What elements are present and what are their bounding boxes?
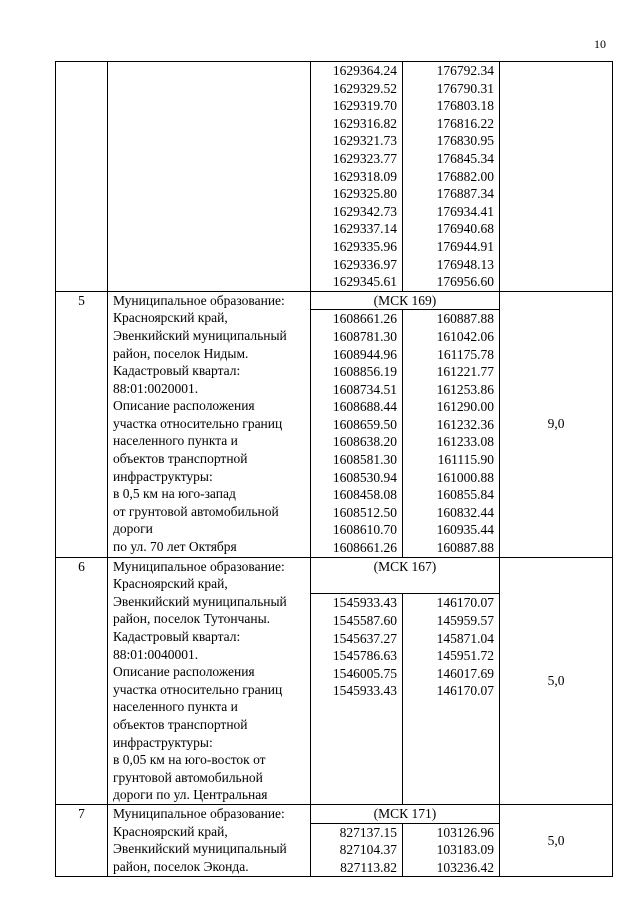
- coordinate-x: 1545933.43: [332, 683, 397, 699]
- description-line: объектов транспортной: [113, 716, 248, 732]
- coordinate-x: 1545637.27: [332, 630, 397, 646]
- row-number-cell: 7: [56, 804, 108, 876]
- description-line: Описание расположения: [113, 398, 255, 414]
- description-line: дороги: [113, 521, 153, 537]
- coordinate-y: 103236.42: [436, 859, 494, 875]
- description-line: Эвенкийский муниципальный: [113, 593, 287, 609]
- coordinate-x: 827113.82: [340, 859, 397, 875]
- row-number-cell: [56, 62, 108, 292]
- coordinate-y: 161000.88: [436, 469, 494, 485]
- coordinate-system-cell: (МСК 167): [311, 557, 500, 594]
- table-row: [56, 291, 613, 310]
- x-coords-cell: [311, 823, 403, 877]
- coordinate-x: 1629342.73: [332, 203, 397, 219]
- coordinate-x: 1629325.80: [332, 186, 397, 202]
- coordinate-y: 145871.04: [436, 630, 494, 646]
- coordinate-x: 1608661.26: [332, 311, 397, 327]
- coordinate-x: 1608661.26: [332, 540, 397, 556]
- description-line: участка относительно границ: [113, 415, 283, 431]
- x-coords-cell: [311, 594, 403, 805]
- area-cell: 9,0: [500, 291, 613, 557]
- coordinate-x: 1545786.63: [332, 648, 397, 664]
- coordinate-x: 1629335.96: [332, 238, 397, 254]
- coordinate-y: 160935.44: [436, 522, 494, 538]
- y-coords-cell: [403, 62, 500, 292]
- coordinate-y: 161042.06: [436, 328, 494, 344]
- coordinate-y: 161232.36: [436, 416, 494, 432]
- coordinate-y: 146170.07: [436, 595, 494, 611]
- description-line: грунтовой автомобильной: [113, 769, 263, 785]
- table-row-continuation: [56, 62, 613, 292]
- description-line: Эвенкийский муниципальный: [113, 327, 287, 343]
- coordinate-x: 1629337.14: [332, 221, 397, 237]
- coordinate-x: 1608638.20: [332, 434, 397, 450]
- coordinate-y: 161175.78: [437, 346, 494, 362]
- coordinate-x: 1608781.30: [332, 328, 397, 344]
- coordinate-y: 161115.90: [437, 452, 494, 468]
- description-line: Кадастровый квартал:: [113, 363, 241, 379]
- coordinate-y: 176934.41: [436, 203, 494, 219]
- coordinate-y: 176803.18: [436, 98, 494, 114]
- coordinate-y: 145959.57: [436, 612, 494, 628]
- description-line: Муниципальное образование:: [113, 292, 285, 308]
- coordinate-y: 146170.07: [436, 683, 494, 699]
- description-line: населенного пункта и: [113, 433, 238, 449]
- description-line: инфраструктуры:: [113, 468, 213, 484]
- coordinate-x: 1629329.52: [332, 80, 397, 96]
- description-line: Красноярский край,: [113, 823, 228, 839]
- coordinate-y: 176845.34: [436, 150, 494, 166]
- x-coords-cell: [311, 62, 403, 292]
- coordinate-x: 1629316.82: [332, 115, 397, 131]
- coordinate-x: 1608530.94: [332, 469, 397, 485]
- coordinate-x: 1629318.09: [332, 168, 397, 184]
- description-line: район, поселок Тутончаны.: [113, 611, 271, 627]
- coordinate-y: 160855.84: [436, 487, 494, 503]
- area-cell: 5,0: [500, 804, 613, 876]
- description-line: район, поселок Эконда.: [113, 858, 249, 874]
- description-cell: [108, 62, 311, 292]
- coordinate-x: 1629336.97: [332, 256, 397, 272]
- description-line: Эвенкийский муниципальный: [113, 841, 287, 857]
- coordinate-x: 1545587.60: [332, 612, 397, 628]
- coordinate-y: 145951.72: [436, 648, 494, 664]
- description-line: 88:01:0040001.: [113, 646, 199, 662]
- coordinate-y: 176830.95: [436, 133, 494, 149]
- coordinate-y: 176790.31: [436, 80, 494, 96]
- coordinate-x: 1608688.44: [332, 399, 397, 415]
- coordinate-y: 161290.00: [436, 399, 494, 415]
- coordinate-x: 1608734.51: [332, 381, 397, 397]
- coordinate-y: 103126.96: [436, 824, 494, 840]
- row-number-cell: 6: [56, 557, 108, 804]
- coordinate-x: 1608856.19: [332, 364, 397, 380]
- description-cell: [108, 557, 311, 804]
- coordinate-x: 1629364.24: [332, 63, 397, 78]
- coordinate-y: 176948.13: [436, 256, 494, 272]
- description-line: участка относительно границ: [113, 681, 283, 697]
- coordinate-y: 176882.00: [436, 168, 494, 184]
- y-coords-cell: [403, 310, 500, 557]
- coordinate-x: 1608512.50: [332, 504, 397, 520]
- coordinate-y: 160832.44: [436, 504, 494, 520]
- page-number: 10: [594, 37, 606, 51]
- coordinate-y: 176887.34: [436, 186, 494, 202]
- description-line: Описание расположения: [113, 664, 255, 680]
- description-line: Муниципальное образование:: [113, 558, 285, 574]
- description-line: дороги по ул. Центральная: [113, 787, 268, 803]
- description-line: Красноярский край,: [113, 576, 228, 592]
- coordinate-y: 160887.88: [436, 540, 494, 556]
- land-plots-table: [55, 61, 613, 877]
- coordinate-x: 1629319.70: [332, 98, 397, 114]
- description-line: Кадастровый квартал:: [113, 629, 241, 644]
- coordinate-system-cell: (МСК 171): [311, 804, 500, 823]
- description-line: 88:01:0020001.: [113, 380, 199, 396]
- description-line: инфраструктуры:: [113, 734, 213, 750]
- coordinate-x: 1608581.30: [332, 452, 397, 468]
- y-coords-cell: [403, 823, 500, 877]
- coordinate-x: 827104.37: [339, 842, 397, 858]
- table-row: [56, 804, 613, 823]
- coordinate-system-cell: (МСК 169): [311, 291, 500, 310]
- coordinate-y: 103183.09: [436, 842, 494, 858]
- area-cell: [500, 62, 613, 292]
- coordinate-x: 1608610.70: [332, 522, 397, 538]
- description-line: объектов транспортной: [113, 451, 248, 467]
- description-line: Муниципальное образование:: [113, 805, 285, 821]
- x-coords-cell: [311, 310, 403, 557]
- description-line: Красноярский край,: [113, 310, 228, 326]
- description-cell: [108, 291, 311, 557]
- coordinate-x: 1629345.61: [332, 274, 397, 290]
- coordinate-x: 1608659.50: [332, 416, 397, 432]
- coordinate-y: 161253.86: [436, 381, 494, 397]
- coordinate-y: 161233.08: [436, 434, 494, 450]
- y-coords-cell: [403, 594, 500, 805]
- coordinate-y: 176792.34: [436, 63, 494, 78]
- description-line: населенного пункта и: [113, 699, 238, 715]
- coordinate-y: 176956.60: [436, 274, 494, 290]
- coordinate-y: 176816.22: [436, 115, 494, 131]
- coordinate-x: 1629321.73: [332, 133, 397, 149]
- coordinate-y: 161221.77: [436, 364, 494, 380]
- coordinate-x: 1629323.77: [332, 150, 397, 166]
- description-line: район, поселок Нидым.: [113, 345, 249, 361]
- coordinate-x: 1545933.43: [332, 595, 397, 611]
- description-line: по ул. 70 лет Октября: [113, 539, 237, 555]
- coordinate-x: 1608944.96: [332, 346, 397, 362]
- coordinate-x: 827137.15: [339, 824, 397, 840]
- description-line: в 0,5 км на юго-запад: [113, 486, 236, 502]
- coordinate-y: 176940.68: [436, 221, 494, 237]
- coordinate-x: 1608458.08: [332, 487, 397, 503]
- description-line: в 0,05 км на юго-восток от: [113, 752, 266, 768]
- coordinate-y: 160887.88: [436, 311, 494, 327]
- coordinate-y: 146017.69: [436, 665, 494, 681]
- coordinate-y: 176944.91: [436, 238, 494, 254]
- area-cell: 5,0: [500, 557, 613, 804]
- description-line: от грунтовой автомобильной: [113, 503, 279, 519]
- row-number-cell: 5: [56, 291, 108, 557]
- coordinate-x: 1546005.75: [332, 665, 397, 681]
- description-cell: [108, 804, 311, 876]
- table-row: [56, 557, 613, 594]
